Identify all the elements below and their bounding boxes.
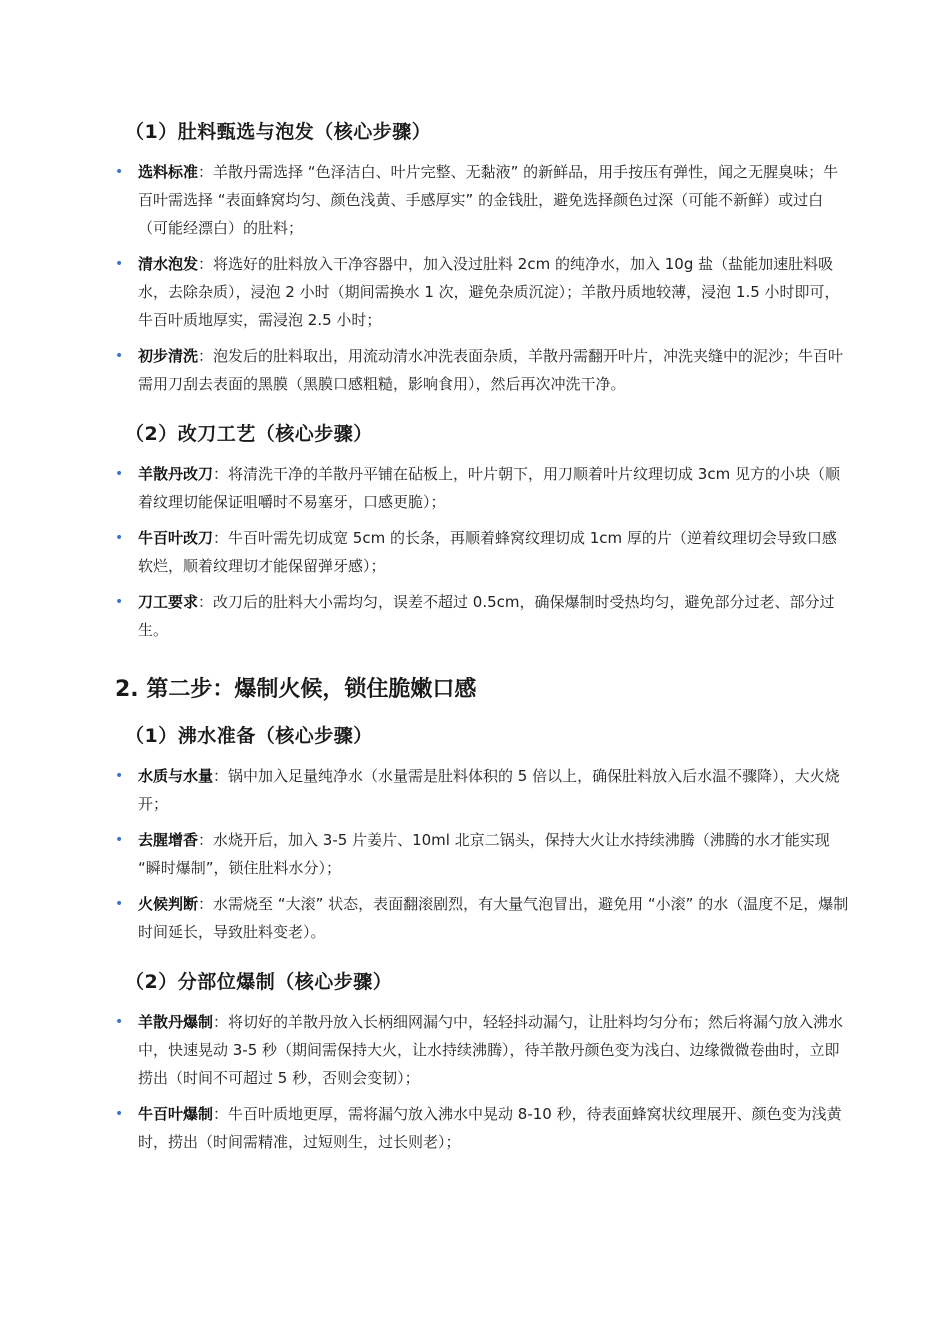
- list-boiling: [115, 762, 850, 946]
- section-heading-boiling: （1）沸水准备（核心步骤）: [125, 725, 373, 747]
- item-sep: ：: [198, 163, 214, 181]
- section-heading-selection: （1）肚料甄选与泡发（核心步骤）: [125, 121, 432, 143]
- item-text: 牛百叶需先切成宽 5cm 的长条，再顺着蜂窝纹理切成 1cm 厚的片（逆着纹理切会导致口感软烂，顺着纹理切才能保留弹牙感）；: [138, 529, 837, 575]
- bullet-icon: •: [115, 896, 124, 912]
- item-text: 将选好的肚料放入干净容器中，加入没过肚料 2cm 的纯净水，加入 10g 盐（盐能加速肚料吸水，去除杂质），浸泡 2 小时（期间需换水 1 次，避免杂质沉淀）；羊散丹质地较薄，浸泡 1.5 小时即可，牛百叶质地厚实，需浸泡 2.5 小时；: [138, 255, 840, 329]
- list-item: [115, 250, 850, 334]
- list-item: [115, 158, 850, 242]
- list-item: [115, 524, 850, 580]
- item-text: 改刀后的肚料大小需均匀，误差不超过 0.5cm，确保爆制时受热均匀，避免部分过老、部分过生。: [138, 593, 835, 639]
- document-content: [115, 118, 850, 1164]
- spacer: [115, 954, 850, 968]
- list-item: [115, 890, 850, 946]
- item-sep: ：: [213, 1105, 229, 1123]
- item-sep: ：: [213, 465, 229, 483]
- item-term: 初步清洗: [138, 347, 199, 365]
- item-sep: ：: [198, 347, 214, 365]
- section-heading-blanching: （2）分部位爆制（核心步骤）: [125, 971, 393, 993]
- item-text: 牛百叶质地更厚，需将漏勺放入沸水中晃动 8-10 秒，待表面蜂窝状纹理展开、颜色变为浅黄时，捞出（时间需精准，过短则生，过长则老）；: [138, 1105, 842, 1151]
- bullet-icon: •: [115, 256, 124, 272]
- bullet-icon: •: [115, 530, 124, 546]
- bullet-icon: •: [115, 832, 124, 848]
- item-text: 将清洗干净的羊散丹平铺在砧板上，叶片朝下，用刀顺着叶片纹理切成 3cm 见方的小块（顺着纹理切能保证咀嚼时不易塞牙，口感更脆）；: [138, 465, 840, 511]
- item-sep: ：: [198, 831, 214, 849]
- bullet-icon: •: [115, 348, 124, 364]
- list-cutting: [115, 460, 850, 644]
- spacer: [115, 406, 850, 420]
- item-text: 将切好的羊散丹放入长柄细网漏勺中，轻轻抖动漏勺，让肚料均匀分布；然后将漏勺放入沸水中，快速晃动 3-5 秒（期间需保持大火，让水持续沸腾），待羊散丹颜色变为浅白、边缘微微卷曲时，立即捞出（时间不可超过 5 秒，否则会变韧）；: [138, 1013, 844, 1087]
- list-item: [115, 762, 850, 818]
- list-item: [115, 1008, 850, 1092]
- list-item: [115, 588, 850, 644]
- item-sep: ：: [213, 529, 229, 547]
- section-heading-cutting: （2）改刀工艺（核心步骤）: [125, 423, 373, 445]
- item-sep: ：: [213, 1013, 229, 1031]
- list-item: [115, 342, 850, 398]
- item-text: 水需烧至 “大滚” 状态，表面翻滚剧烈，有大量气泡冒出，避免用 “小滚” 的水（温度不足，爆制时间延长，导致肚料变老）。: [138, 895, 849, 941]
- list-item: [115, 826, 850, 882]
- list-blanching: [115, 1008, 850, 1156]
- item-term: 水质与水量: [138, 767, 214, 785]
- item-term: 牛百叶爆制: [138, 1105, 214, 1123]
- item-text: 泡发后的肚料取出，用流动清水冲洗表面杂质，羊散丹需翻开叶片，冲洗夹缝中的泥沙；牛百叶需用刀刮去表面的黑膜（黑膜口感粗糙，影响食用），然后再次冲洗干净。: [138, 347, 844, 393]
- step-title: 2. 第二步：爆制火候，锁住脆嫩口感: [115, 677, 477, 702]
- item-term: 羊散丹爆制: [138, 1013, 214, 1031]
- item-term: 牛百叶改刀: [138, 529, 214, 547]
- item-term: 去腥增香: [138, 831, 199, 849]
- item-term: 清水泡发: [138, 255, 199, 273]
- bullet-icon: •: [115, 164, 124, 180]
- bullet-icon: •: [115, 1106, 124, 1122]
- item-sep: ：: [198, 255, 214, 273]
- item-sep: ：: [198, 895, 214, 913]
- item-text: 水烧开后，加入 3-5 片姜片、10ml 北京二锅头，保持大火让水持续沸腾（沸腾的水才能实现 “瞬时爆制”，锁住肚料水分）；: [138, 831, 830, 877]
- bullet-icon: •: [115, 466, 124, 482]
- item-term: 选料标准: [138, 163, 199, 181]
- spacer: [115, 652, 850, 674]
- item-term: 刀工要求: [138, 593, 199, 611]
- item-term: 羊散丹改刀: [138, 465, 214, 483]
- item-sep: ：: [198, 593, 214, 611]
- bullet-icon: •: [115, 1014, 124, 1030]
- item-text: 锅中加入足量纯净水（水量需是肚料体积的 5 倍以上，确保肚料放入后水温不骤降），大火烧开；: [138, 767, 840, 813]
- bullet-icon: •: [115, 594, 124, 610]
- list-item: [115, 1100, 850, 1156]
- item-sep: ：: [213, 767, 229, 785]
- list-selection: [115, 158, 850, 398]
- bullet-icon: •: [115, 768, 124, 784]
- list-item: [115, 460, 850, 516]
- item-term: 火候判断: [138, 895, 199, 913]
- item-text: 羊散丹需选择 “色泽洁白、叶片完整、无黏液” 的新鲜品，用手按压有弹性，闻之无腥臭味；牛百叶需选择 “表面蜂窝均匀、颜色浅黄、手感厚实” 的金钱肚，避免选择颜色过深（可能不新鲜）或过白（可能经漂白）的肚料；: [138, 163, 839, 237]
